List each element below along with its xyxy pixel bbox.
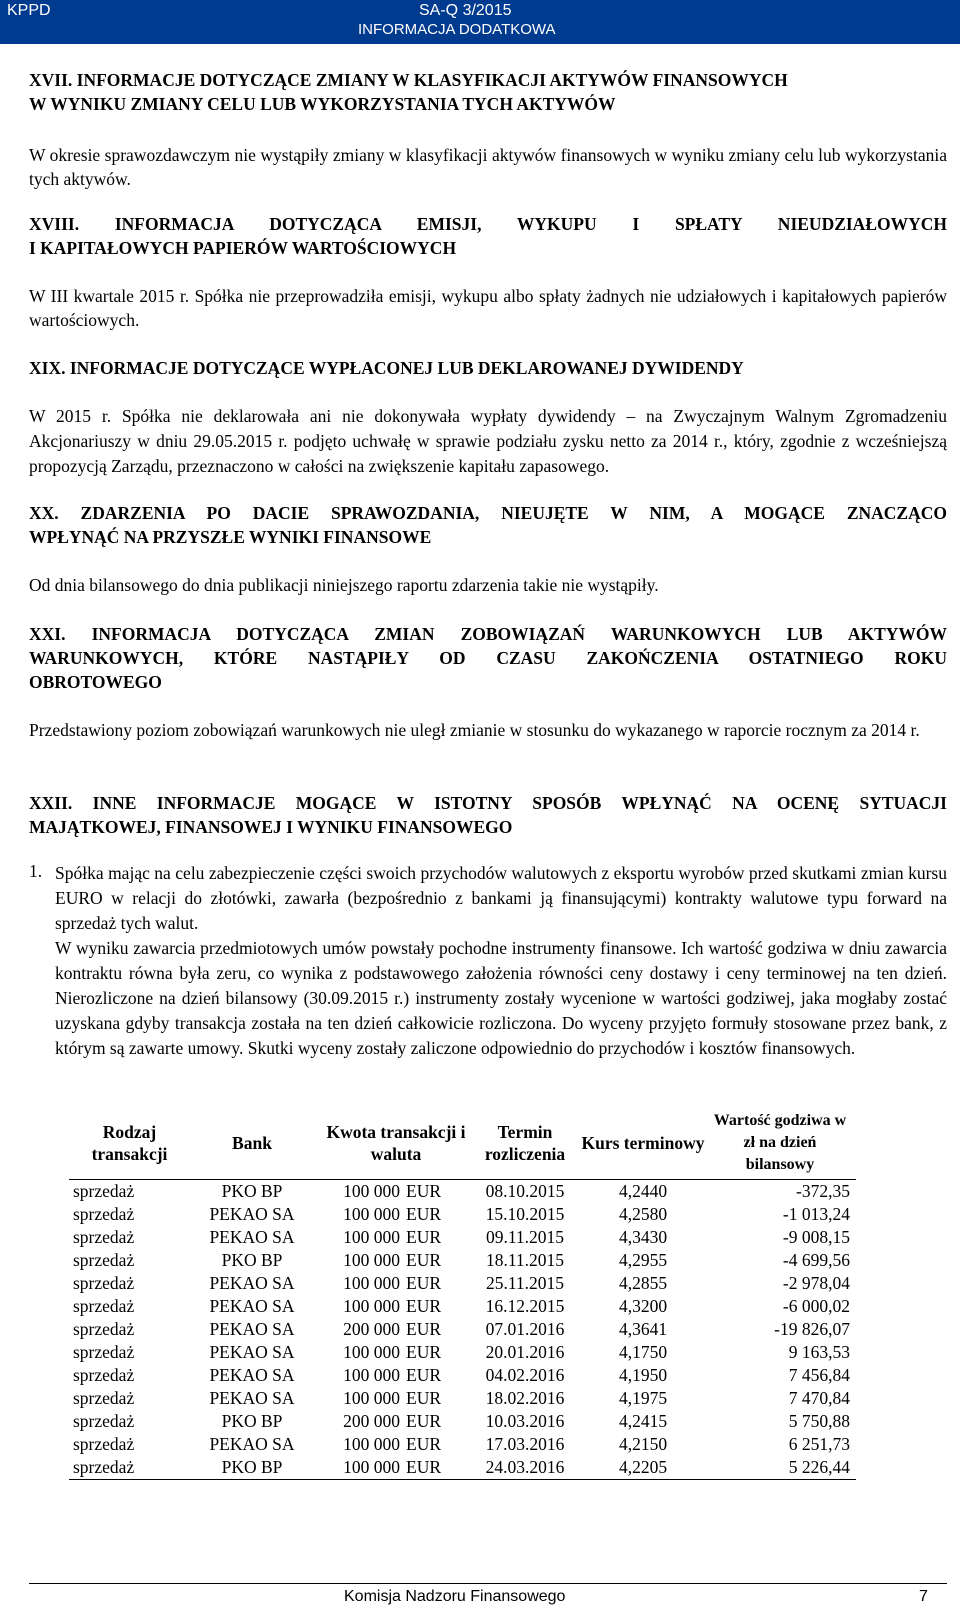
cell-forward-rate: 4,3430 xyxy=(618,1227,668,1247)
cell-fair-value: 9 163,53 xyxy=(788,1342,850,1362)
cell-settlement-date: 08.10.2015 xyxy=(485,1181,565,1201)
report-header-bar xyxy=(0,0,960,44)
cell-settlement-date: 15.10.2015 xyxy=(485,1204,565,1224)
cell-currency: EUR xyxy=(406,1365,441,1385)
cell-currency: EUR xyxy=(406,1319,441,1339)
cell-forward-rate: 4,3200 xyxy=(618,1296,668,1316)
section-xviii-title xyxy=(29,212,947,260)
cell-currency: EUR xyxy=(406,1456,474,1480)
cell-type: sprzedaż xyxy=(73,1204,135,1224)
section-xvii-title-line1: XVII. INFORMACJE DOTYCZĄCE ZMIANY W KLASYFIKACJI AKTYWÓW FINANSOWYCH xyxy=(29,70,788,90)
cell-currency: EUR xyxy=(406,1273,441,1293)
cell-forward-rate: 4,2205 xyxy=(576,1456,710,1480)
cell-type: sprzedaż xyxy=(73,1181,135,1201)
column-header-fair-value: Wartość godziwa w zł na dzień bilansowy xyxy=(713,1112,847,1173)
column-header-amount: Kwota transakcji i waluta xyxy=(326,1122,466,1164)
cell-amount: 100 000 xyxy=(343,1273,400,1293)
cell-bank: PEKAO SA xyxy=(209,1319,295,1339)
cell-amount: 200 000 xyxy=(343,1319,400,1339)
table-row xyxy=(69,1272,856,1295)
cell-amount: 200 000 xyxy=(343,1411,400,1431)
table-row xyxy=(69,1387,856,1410)
table-body xyxy=(69,1180,856,1480)
cell-bank: PKO BP xyxy=(186,1456,318,1480)
cell-type: sprzedaż xyxy=(73,1411,135,1431)
cell-forward-rate: 4,1950 xyxy=(618,1365,668,1385)
cell-amount: 100 000 xyxy=(343,1296,400,1316)
section-xix-body: W 2015 r. Spółka nie deklarowała ani nie dokonywała wypłaty dywidendy – na Zwyczajnym Walnym Zgromadzeniu Akcjonariuszy w dniu 29.05.2015 r. podjęto uchwałę w sprawie podziału zysku netto za 2014 r., który, zgodnie z wcześniejszą propozycją Zarządu, przeznaczono w całości na zwiększenie kapitału zapasowego. xyxy=(29,406,947,476)
section-xxi-title-line2: WARUNKOWYCH, KTÓRE NASTĄPIŁY OD CZASU ZAKOŃCZENIA OSTATNIEGO ROKU xyxy=(29,648,947,668)
cell-bank: PKO BP xyxy=(221,1411,283,1431)
cell-fair-value: -4 699,56 xyxy=(782,1250,850,1270)
cell-currency: EUR xyxy=(406,1434,441,1454)
cell-type: sprzedaż xyxy=(73,1365,135,1385)
table-row xyxy=(69,1456,856,1480)
header-section-title: INFORMACJA DODATKOWA xyxy=(358,21,556,38)
cell-settlement-date: 16.12.2015 xyxy=(485,1296,565,1316)
cell-forward-rate: 4,3641 xyxy=(618,1319,668,1339)
table-row xyxy=(69,1364,856,1387)
cell-forward-rate: 4,2440 xyxy=(618,1181,668,1201)
cell-currency: EUR xyxy=(406,1227,441,1247)
cell-fair-value: 7 456,84 xyxy=(788,1365,850,1385)
cell-currency: EUR xyxy=(406,1181,441,1201)
cell-settlement-date: 18.02.2016 xyxy=(485,1388,565,1408)
section-xviii-title-line2: I KAPITAŁOWYCH PAPIERÓW WARTOŚCIOWYCH xyxy=(29,238,457,258)
cell-type: sprzedaż xyxy=(73,1273,135,1293)
cell-forward-rate: 4,2955 xyxy=(618,1250,668,1270)
cell-forward-rate: 4,2580 xyxy=(618,1204,668,1224)
cell-type: sprzedaż xyxy=(69,1456,186,1480)
table-row xyxy=(69,1433,856,1456)
cell-type: sprzedaż xyxy=(73,1319,135,1339)
table-row xyxy=(69,1226,856,1249)
cell-bank: PEKAO SA xyxy=(209,1227,295,1247)
cell-amount: 100 000 xyxy=(343,1388,400,1408)
cell-currency: EUR xyxy=(406,1342,441,1362)
section-xviii-title-line1: XVIII. INFORMACJA DOTYCZĄCA EMISJI, WYKUPU I SPŁATY NIEUDZIAŁOWYCH xyxy=(29,214,947,234)
section-xx-title-line2: WPŁYNĄĆ NA PRZYSZŁE WYNIKI FINANSOWE xyxy=(29,527,432,547)
cell-settlement-date: 18.11.2015 xyxy=(485,1250,565,1270)
cell-forward-rate: 4,1750 xyxy=(618,1342,668,1362)
column-header-settlement: Termin rozliczenia xyxy=(484,1122,566,1164)
cell-bank: PEKAO SA xyxy=(209,1388,295,1408)
table-row xyxy=(69,1410,856,1433)
cell-settlement-date: 17.03.2016 xyxy=(485,1434,565,1454)
footer-divider xyxy=(29,1583,947,1584)
cell-settlement-date: 09.11.2015 xyxy=(485,1227,565,1247)
section-xx-title xyxy=(29,501,947,549)
cell-settlement-date: 25.11.2015 xyxy=(485,1273,565,1293)
footer-page-number: 7 xyxy=(919,1588,928,1605)
cell-type: sprzedaż xyxy=(73,1250,135,1270)
cell-fair-value: -9 008,15 xyxy=(782,1227,850,1247)
item-paragraph-valuation: W wyniku zawarcia przedmiotowych umów powstały pochodne instrumenty finansowe. Ich wartość godziwa w dniu zawarcia kontraktu równa była zeru, co wynika z podstawowego założenia równości ceny dostawy i ceny terminowej na ten dzień. Nierozliczone na dzień bilansowy (30.09.2015 r.) instrumenty zostały wycenione w wartości godziwej, jaka mogłaby zostać uzyskana gdyby transakcja została na ten dzień całkowicie rozliczona. Do wyceny przyjęto formuły stosowane przez bank, z którym są zawarte umowy. Skutki wyceny zostały zaliczone odpowiednio do przychodów i kosztów finansowych. xyxy=(55,938,947,1058)
cell-type: sprzedaż xyxy=(73,1388,135,1408)
cell-fair-value: 6 251,73 xyxy=(788,1434,850,1454)
section-xix-title: XIX. INFORMACJE DOTYCZĄCE WYPŁACONEJ LUB DEKLAROWANEJ DYWIDENDY xyxy=(29,358,744,378)
cell-bank: PEKAO SA xyxy=(209,1342,295,1362)
cell-bank: PEKAO SA xyxy=(209,1365,295,1385)
cell-bank: PEKAO SA xyxy=(209,1296,295,1316)
cell-amount: 100 000 xyxy=(343,1434,400,1454)
cell-fair-value: 7 470,84 xyxy=(788,1388,850,1408)
section-xvii-title-line2: W WYNIKU ZMIANY CELU LUB WYKORZYSTANIA TYCH AKTYWÓW xyxy=(29,94,616,114)
cell-fair-value: 5 226,44 xyxy=(710,1456,856,1480)
cell-amount: 100 000 xyxy=(343,1250,400,1270)
cell-bank: PEKAO SA xyxy=(209,1434,295,1454)
cell-settlement-date: 24.03.2016 xyxy=(474,1456,576,1480)
cell-amount: 100 000 xyxy=(343,1342,400,1362)
section-xxii-title xyxy=(29,791,947,839)
section-xxi-title-line1: XXI. INFORMACJA DOTYCZĄCA ZMIAN ZOBOWIĄZAŃ WARUNKOWYCH LUB AKTYWÓW xyxy=(29,624,947,644)
cell-fair-value: -1 013,24 xyxy=(782,1204,850,1224)
section-xxi-body: Przedstawiony poziom zobowiązań warunkowych nie uległ zmianie w stosunku do wykazanego w raporcie rocznym za 2014 r. xyxy=(29,720,920,740)
cell-bank: PKO BP xyxy=(221,1181,283,1201)
footer-publisher: Komisja Nadzoru Finansowego xyxy=(344,1588,566,1605)
section-xxi-title xyxy=(29,622,947,694)
header-report-code: SA-Q 3/2015 xyxy=(419,2,512,19)
cell-type: sprzedaż xyxy=(73,1434,135,1454)
cell-currency: EUR xyxy=(406,1411,441,1431)
cell-amount: 100 000 xyxy=(318,1456,406,1480)
cell-type: sprzedaż xyxy=(73,1296,135,1316)
section-xxii-title-line1: XXII. INNE INFORMACJE MOGĄCE W ISTOTNY SPOSÓB WPŁYNĄĆ NA OCENĘ SYTUACJI xyxy=(29,793,947,813)
cell-settlement-date: 10.03.2016 xyxy=(485,1411,565,1431)
section-xvii-body: W okresie sprawozdawczym nie wystąpiły zmiany w klasyfikacji aktywów finansowych w wyniku zmiany celu lub wykorzystania tych aktywów. xyxy=(29,145,947,189)
cell-fair-value: -372,35 xyxy=(796,1181,850,1201)
cell-fair-value: -19 826,07 xyxy=(774,1319,850,1339)
cell-bank: PEKAO SA xyxy=(209,1273,295,1293)
table-row xyxy=(69,1341,856,1364)
cell-amount: 100 000 xyxy=(343,1204,400,1224)
cell-currency: EUR xyxy=(406,1204,441,1224)
table-row xyxy=(69,1180,856,1204)
forward-contracts-table xyxy=(69,1107,856,1480)
item-number: 1. xyxy=(29,861,43,881)
cell-forward-rate: 4,2415 xyxy=(618,1411,668,1431)
item-paragraph-hedging: Spółka mając na celu zabezpieczenie części swoich przychodów walutowych z eksportu wyrobów przed skutkami zmian kursu EURO w relacji do złotówki, zawarła (bezpośrednio z bankami ją finansującymi) kontrakty walutowe typu forward na sprzedaż tych walut. xyxy=(55,863,947,933)
table-row xyxy=(69,1249,856,1272)
cell-bank: PEKAO SA xyxy=(209,1204,295,1224)
cell-fair-value: -6 000,02 xyxy=(782,1296,850,1316)
section-xxi-title-line3: OBROTOWEGO xyxy=(29,672,162,692)
cell-currency: EUR xyxy=(406,1388,441,1408)
cell-forward-rate: 4,1975 xyxy=(618,1388,668,1408)
section-xxii-title-line2: MAJĄTKOWEJ, FINANSOWEJ I WYNIKU FINANSOWEGO xyxy=(29,817,513,837)
header-company-code: KPPD xyxy=(7,2,51,19)
cell-fair-value: 5 750,88 xyxy=(788,1411,850,1431)
section-xx-body: Od dnia bilansowego do dnia publikacji niniejszego raportu zdarzenia takie nie wystąpiły. xyxy=(29,575,659,595)
cell-settlement-date: 04.02.2016 xyxy=(485,1365,565,1385)
cell-settlement-date: 07.01.2016 xyxy=(485,1319,565,1339)
column-header-bank: Bank xyxy=(232,1133,272,1153)
cell-amount: 100 000 xyxy=(343,1227,400,1247)
cell-amount: 100 000 xyxy=(343,1365,400,1385)
column-header-type: Rodzaj transakcji xyxy=(91,1122,168,1164)
section-xviii-body: W III kwartale 2015 r. Spółka nie przeprowadziła emisji, wykupu albo spłaty żadnych nie udziałowych i kapitałowych papierów wartościowych. xyxy=(29,286,947,330)
column-header-rate: Kurs terminowy xyxy=(581,1133,705,1153)
cell-forward-rate: 4,2150 xyxy=(618,1434,668,1454)
cell-type: sprzedaż xyxy=(73,1342,135,1362)
cell-currency: EUR xyxy=(406,1250,441,1270)
cell-forward-rate: 4,2855 xyxy=(618,1273,668,1293)
table-header-row xyxy=(69,1107,856,1180)
table-row xyxy=(69,1318,856,1341)
cell-type: sprzedaż xyxy=(73,1227,135,1247)
cell-amount: 100 000 xyxy=(343,1181,400,1201)
table-row xyxy=(69,1295,856,1318)
section-xvii-title xyxy=(29,68,947,116)
section-xx-title-line1: XX. ZDARZENIA PO DACIE SPRAWOZDANIA, NIEUJĘTE W NIM, A MOGĄCE ZNACZĄCO xyxy=(29,503,947,523)
cell-settlement-date: 20.01.2016 xyxy=(485,1342,565,1362)
table-row xyxy=(69,1203,856,1226)
cell-currency: EUR xyxy=(406,1296,441,1316)
cell-bank: PKO BP xyxy=(221,1250,283,1270)
cell-fair-value: -2 978,04 xyxy=(782,1273,850,1293)
